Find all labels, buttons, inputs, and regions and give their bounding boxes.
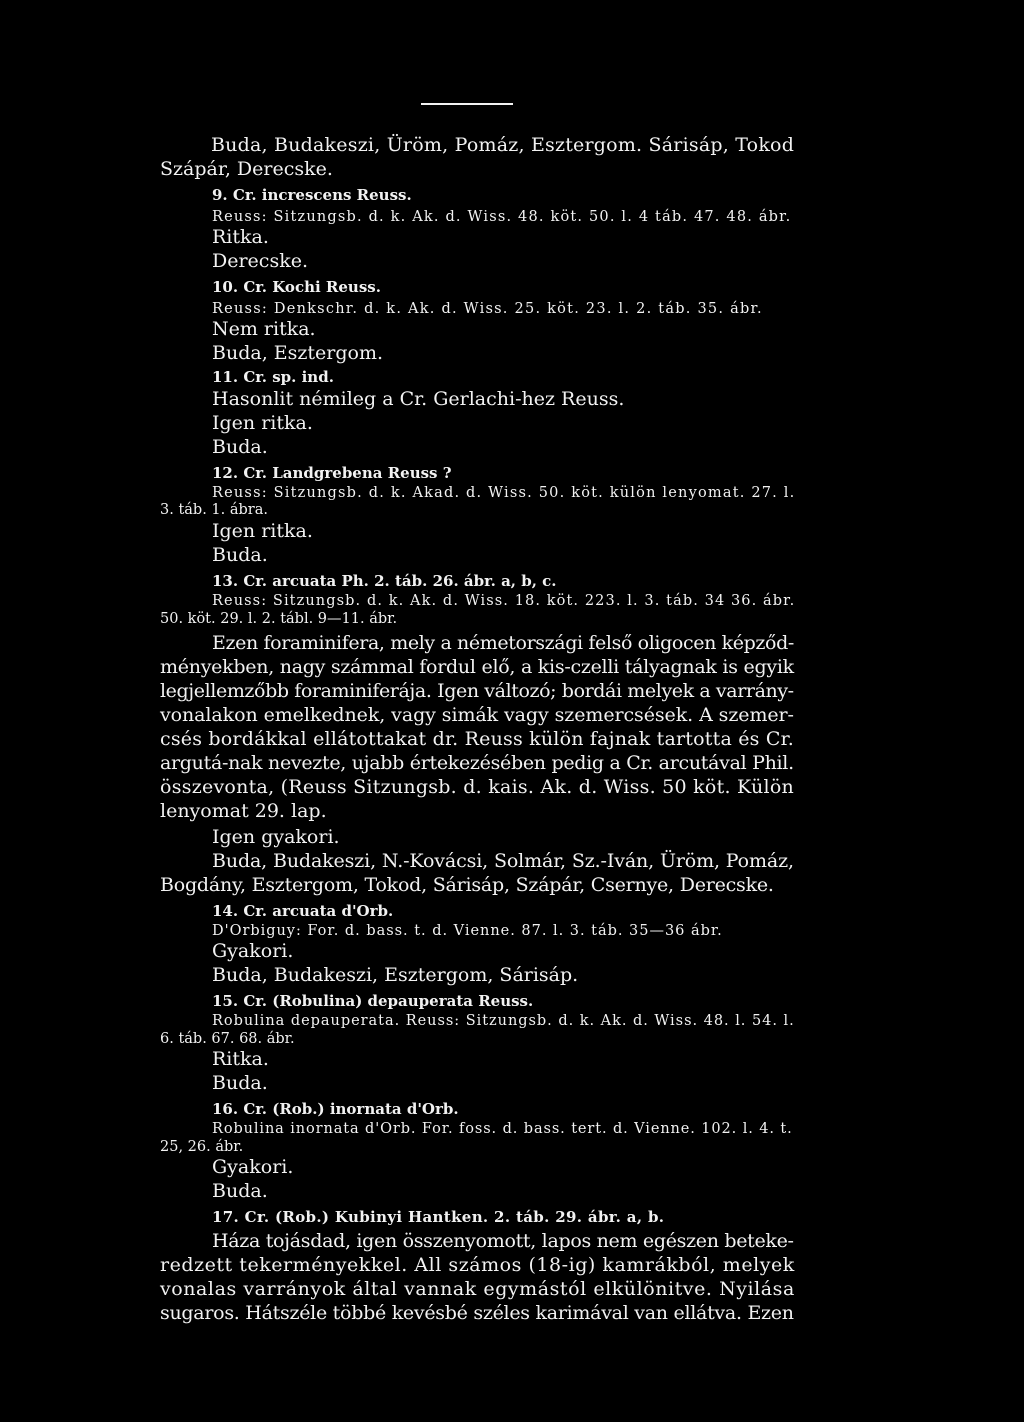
species-heading: 9. Cr. increscens Reuss.: [212, 186, 412, 204]
locality-line: Buda.: [212, 436, 268, 458]
paragraph-line: vonalas varrányok által vannak egymástól elkülönitve. Nyilása: [160, 1278, 795, 1300]
locality-line: Buda, Budakeszi, Esztergom, Sárisáp.: [212, 964, 579, 986]
locality-line: Szápár, Derecske.: [160, 158, 333, 180]
frequency-note: Gyakori.: [212, 1156, 294, 1178]
top-rule: [421, 103, 513, 105]
paragraph-line: Háza tojásdad, igen összenyomott, lapos nem egészen beteke-: [212, 1230, 794, 1252]
locality-line: Buda.: [212, 1072, 268, 1094]
frequency-note: Igen ritka.: [212, 412, 313, 434]
paragraph-line: legjellemzőbb foraminiferája. Igen változó; bordái melyek a varrány-: [160, 680, 794, 702]
reference-line: 25, 26. ábr.: [160, 1139, 244, 1155]
paragraph-line: argutá-nak nevezte, ujabb értekezésében pedig a Cr. arcutával Phil.: [160, 752, 794, 774]
locality-line: Buda.: [212, 544, 268, 566]
species-heading: 17. Cr. (Rob.) Kubinyi Hantken. 2. táb. 29. ábr. a, b.: [212, 1208, 665, 1226]
reference-line: Reuss: Denkschr. d. k. Ak. d. Wiss. 25. köt. 23. l. 2. táb. 35. ábr.: [212, 301, 763, 317]
species-heading: 14. Cr. arcuata d'Orb.: [212, 902, 394, 920]
paragraph-line: lenyomat 29. lap.: [160, 800, 327, 822]
description-line: Hasonlit némileg a Cr. Gerlachi-hez Reuss.: [212, 388, 625, 410]
paragraph-line: sugaros. Hátszéle többé kevésbé széles karimával van ellátva. Ezen: [160, 1302, 794, 1324]
reference-line: Reuss: Sitzungsb. d. k. Ak. d. Wiss. 18. köt. 223. l. 3. táb. 34 36. ábr.: [212, 593, 796, 609]
species-heading: 12. Cr. Landgrebena Reuss ?: [212, 464, 452, 482]
reference-line: Reuss: Sitzungsb. d. k. Akad. d. Wiss. 50. köt. külön lenyomat. 27. l.: [212, 485, 796, 501]
locality-line: Buda, Budakeszi, Üröm, Pomáz, Esztergom. Sárisáp, Tokod: [211, 134, 795, 156]
locality-line: Buda.: [212, 1180, 268, 1202]
paragraph-line: Ezen foraminifera, mely a németországi felső oligocen képződ-: [212, 632, 794, 654]
paragraph-line: ményekben, nagy számmal fordul elő, a kis-czelli tályagnak is egyik: [160, 656, 794, 678]
reference-line: D'Orbiguy: For. d. bass. t. d. Vienne. 87. l. 3. táb. 35—36 ábr.: [212, 923, 723, 939]
locality-line: Derecske.: [212, 250, 308, 272]
frequency-note: Igen ritka.: [212, 520, 313, 542]
species-heading: 15. Cr. (Robulina) depauperata Reuss.: [212, 992, 534, 1010]
reference-line: Robulina inornata d'Orb. For. foss. d. bass. tert. d. Vienne. 102. l. 4. t.: [212, 1121, 793, 1137]
reference-line: 6. táb. 67. 68. ábr.: [160, 1031, 295, 1047]
locality-line: Buda, Esztergom.: [212, 342, 384, 364]
paragraph-line: összevonta, (Reuss Sitzungsb. d. kais. Ak. d. Wiss. 50 köt. Külön: [160, 776, 795, 798]
paragraph-line: vonalakon emelkednek, vagy simák vagy szemercsések. A szemer-: [160, 704, 794, 726]
species-heading: 10. Cr. Kochi Reuss.: [212, 278, 381, 296]
species-heading: 13. Cr. arcuata Ph. 2. táb. 26. ábr. a, b, c.: [212, 572, 557, 590]
paragraph-line: redzett tekerményekkel. All számos (18-ig) kamrákból, melyek: [160, 1254, 795, 1276]
reference-line: Reuss: Sitzungsb. d. k. Ak. d. Wiss. 48. köt. 50. l. 4 táb. 47. 48. ábr.: [212, 209, 792, 225]
frequency-note: Gyakori.: [212, 940, 294, 962]
species-heading: 11. Cr. sp. ind.: [212, 368, 334, 386]
frequency-note: Nem ritka.: [212, 318, 316, 340]
reference-line: 3. táb. 1. ábra.: [160, 502, 268, 518]
frequency-note: Igen gyakori.: [212, 826, 340, 848]
paragraph-line: csés bordákkal ellátottakat dr. Reuss külön fajnak tartotta és Cr.: [160, 728, 795, 750]
frequency-note: Ritka.: [212, 226, 269, 248]
frequency-note: Ritka.: [212, 1048, 269, 1070]
reference-line: 50. köt. 29. l. 2. tábl. 9—11. ábr.: [160, 611, 398, 627]
reference-line: Robulina depauperata. Reuss: Sitzungsb. d. k. Ak. d. Wiss. 48. l. 54. l.: [212, 1013, 795, 1029]
species-heading: 16. Cr. (Rob.) inornata d'Orb.: [212, 1100, 459, 1118]
locality-line: Bogdány, Esztergom, Tokod, Sárisáp, Szápár, Csernye, Derecske.: [160, 874, 774, 896]
locality-line: Buda, Budakeszi, N.-Kovácsi, Solmár, Sz.-Iván, Üröm, Pomáz,: [212, 850, 794, 872]
